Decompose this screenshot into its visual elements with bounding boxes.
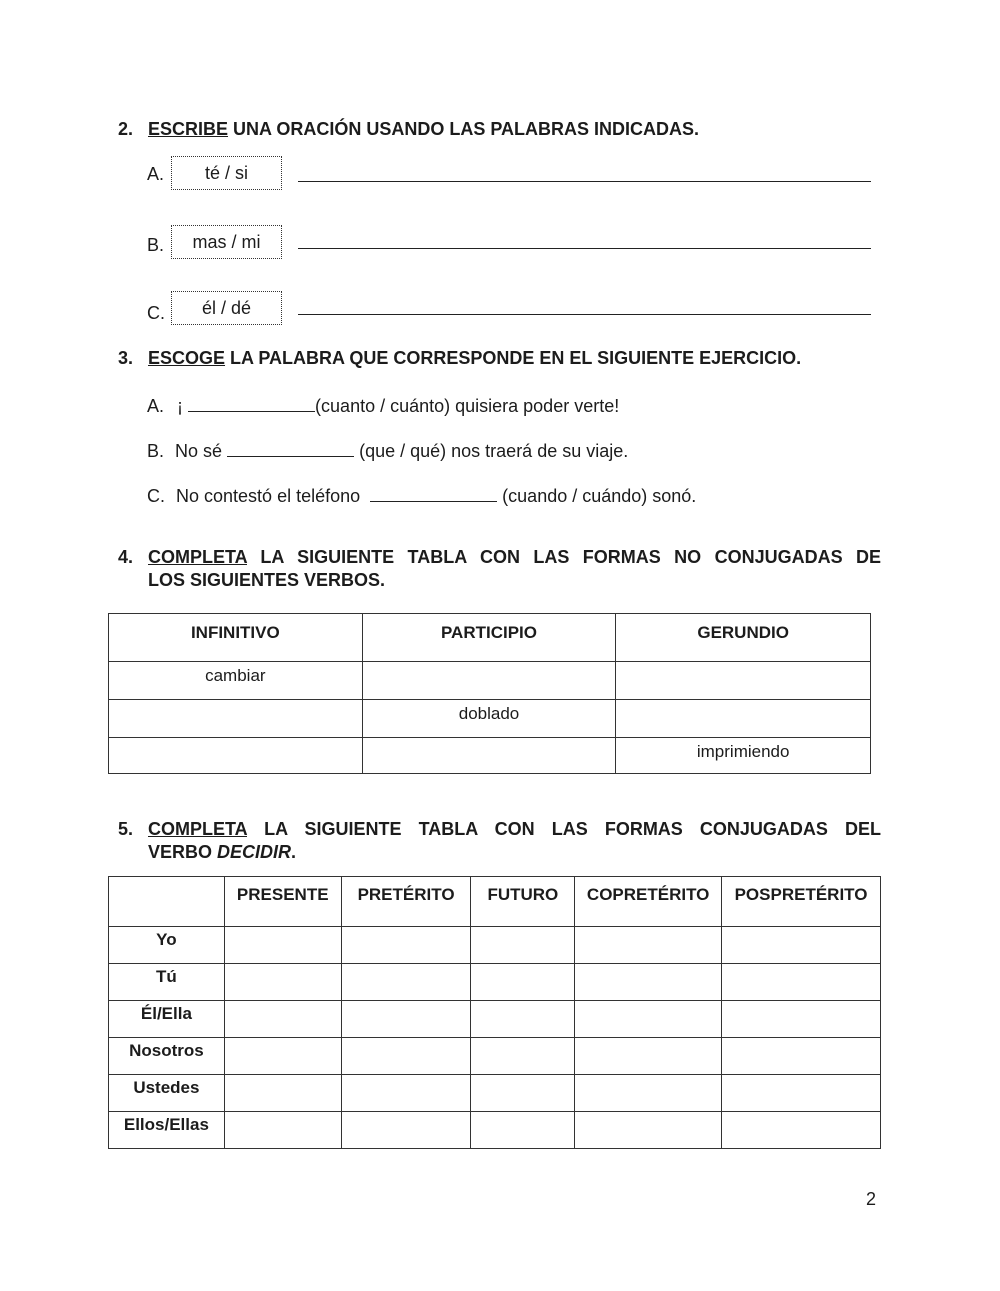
table-cell-blank[interactable] — [341, 1038, 471, 1075]
table-row — [109, 964, 881, 1001]
table-cell-blank[interactable] — [341, 1001, 471, 1038]
pronoun-cell: Yo — [109, 927, 225, 964]
table-row — [109, 1075, 881, 1112]
column-header-copreterito: COPRETÉRITO — [575, 877, 722, 927]
table-cell-blank[interactable] — [341, 964, 471, 1001]
table-cell-blank[interactable] — [722, 964, 881, 1001]
exercise-item — [147, 481, 887, 507]
section-instruction-line-2: LOS SIGUIENTES VERBOS. — [148, 570, 386, 590]
item-suffix: (cuanto / cuánto) quisiera poder verte! — [315, 396, 620, 416]
item-suffix: (que / qué) nos traerá de su viaje. — [359, 441, 629, 461]
table-row — [109, 1001, 881, 1038]
answer-line[interactable] — [298, 314, 871, 315]
table-cell-blank[interactable] — [575, 927, 722, 964]
table-cell-blank[interactable] — [341, 927, 471, 964]
table-cell-blank[interactable] — [575, 1112, 722, 1149]
section-instruction: LA SIGUIENTE TABLA CON LAS FORMAS NO CONJUGADAS DE — [247, 547, 881, 567]
pronoun-cell: Él/Ella — [109, 1001, 225, 1038]
table-cell-blank[interactable] — [471, 1038, 575, 1075]
table-row — [109, 662, 871, 700]
blank-line[interactable] — [370, 481, 497, 502]
table-cell-blank[interactable] — [224, 1001, 341, 1038]
section-keyword: COMPLETA — [148, 819, 247, 839]
pronoun-cell: Tú — [109, 964, 225, 1001]
table-cell-blank[interactable] — [722, 1075, 881, 1112]
table-row — [109, 700, 871, 738]
section-number: 3. — [118, 348, 134, 368]
table-cell-blank[interactable] — [722, 1112, 881, 1149]
section-2-heading — [118, 118, 888, 142]
column-header-infinitivo: INFINITIVO — [109, 614, 363, 662]
pronoun-cell: Nosotros — [109, 1038, 225, 1075]
exercise-item — [147, 391, 887, 417]
column-header-participio: PARTICIPIO — [362, 614, 616, 662]
item-prefix: No sé — [175, 441, 223, 461]
column-header-presente: PRESENTE — [224, 877, 341, 927]
exercise-item — [147, 436, 887, 462]
table-cell-blank[interactable] — [109, 738, 363, 774]
table-cell-blank[interactable] — [722, 927, 881, 964]
blank-line[interactable] — [188, 391, 315, 412]
item-prefix: ¡ — [177, 396, 184, 416]
item-letter: C. — [147, 303, 165, 323]
table-cell-blank[interactable] — [224, 964, 341, 1001]
section-instruction: LA PALABRA QUE CORRESPONDE EN EL SIGUIENTE EJERCICIO. — [225, 348, 802, 368]
section-4-heading — [118, 546, 888, 594]
table-cell-blank[interactable] — [224, 927, 341, 964]
word-box: té / si — [171, 156, 282, 190]
table-cell-blank[interactable] — [722, 1038, 881, 1075]
non-conjugated-forms-table — [108, 613, 871, 774]
table-cell-blank[interactable] — [722, 1001, 881, 1038]
pronoun-cell: Ustedes — [109, 1075, 225, 1112]
section-3-heading — [118, 347, 888, 371]
column-header-gerundio: GERUNDIO — [616, 614, 871, 662]
table-cell-blank[interactable] — [575, 1075, 722, 1112]
table-cell: cambiar — [109, 662, 363, 700]
table-cell-blank[interactable] — [471, 1001, 575, 1038]
table-cell-blank[interactable] — [362, 662, 616, 700]
table-cell-blank[interactable] — [341, 1075, 471, 1112]
section-number: 2. — [118, 119, 134, 139]
item-letter: A. — [147, 164, 165, 184]
answer-line[interactable] — [298, 181, 871, 182]
table-cell: imprimiendo — [616, 738, 871, 774]
column-header-futuro: FUTURO — [471, 877, 575, 927]
word-box: él / dé — [171, 291, 282, 325]
blank-line[interactable] — [227, 436, 354, 457]
column-header-pospreterito: POSPRETÉRITO — [722, 877, 881, 927]
section-number: 5. — [118, 819, 134, 839]
table-row — [109, 1038, 881, 1075]
item-suffix: (cuando / cuándo) sonó. — [502, 486, 697, 506]
column-header-empty — [109, 877, 225, 927]
table-cell-blank[interactable] — [471, 927, 575, 964]
table-cell-blank[interactable] — [471, 964, 575, 1001]
section-number: 4. — [118, 547, 134, 567]
table-row — [109, 1112, 881, 1149]
table-cell-blank[interactable] — [616, 700, 871, 738]
table-row — [109, 738, 871, 774]
column-header-preterito: PRETÉRITO — [341, 877, 471, 927]
table-cell-blank[interactable] — [224, 1112, 341, 1149]
section-keyword: COMPLETA — [148, 547, 247, 567]
table-cell-blank[interactable] — [471, 1075, 575, 1112]
section-5-heading — [118, 818, 888, 866]
table-cell-blank[interactable] — [471, 1112, 575, 1149]
section-keyword: ESCRIBE — [148, 119, 229, 139]
conjugated-forms-table — [108, 876, 881, 1149]
item-letter: A. — [147, 396, 165, 416]
table-row — [109, 927, 881, 964]
item-letter: C. — [147, 486, 165, 506]
item-letter: B. — [147, 235, 165, 255]
pronoun-cell: Ellos/Ellas — [109, 1112, 225, 1149]
section-instruction-line-2: VERBO DECIDIR. — [148, 842, 297, 862]
table-cell-blank[interactable] — [575, 1038, 722, 1075]
table-cell-blank[interactable] — [224, 1075, 341, 1112]
item-letter: B. — [147, 441, 165, 461]
table-cell-blank[interactable] — [616, 662, 871, 700]
table-cell-blank[interactable] — [575, 964, 722, 1001]
section-instruction: LA SIGUIENTE TABLA CON LAS FORMAS CONJUGADAS DEL — [247, 819, 881, 839]
section-instruction: UNA ORACIÓN USANDO LAS PALABRAS INDICADAS. — [228, 119, 700, 139]
section-keyword: ESCOGE — [148, 348, 226, 368]
table-cell-blank[interactable] — [224, 1038, 341, 1075]
table-cell-blank[interactable] — [575, 1001, 722, 1038]
table-cell-blank[interactable] — [362, 738, 616, 774]
page-number: 2 — [866, 1189, 877, 1209]
answer-line[interactable] — [298, 248, 871, 249]
item-prefix: No contestó el teléfono — [176, 486, 361, 506]
verb-name: DECIDIR — [217, 842, 292, 862]
table-cell: doblado — [362, 700, 616, 738]
table-cell-blank[interactable] — [109, 700, 363, 738]
table-cell-blank[interactable] — [341, 1112, 471, 1149]
word-box: mas / mi — [171, 225, 282, 259]
